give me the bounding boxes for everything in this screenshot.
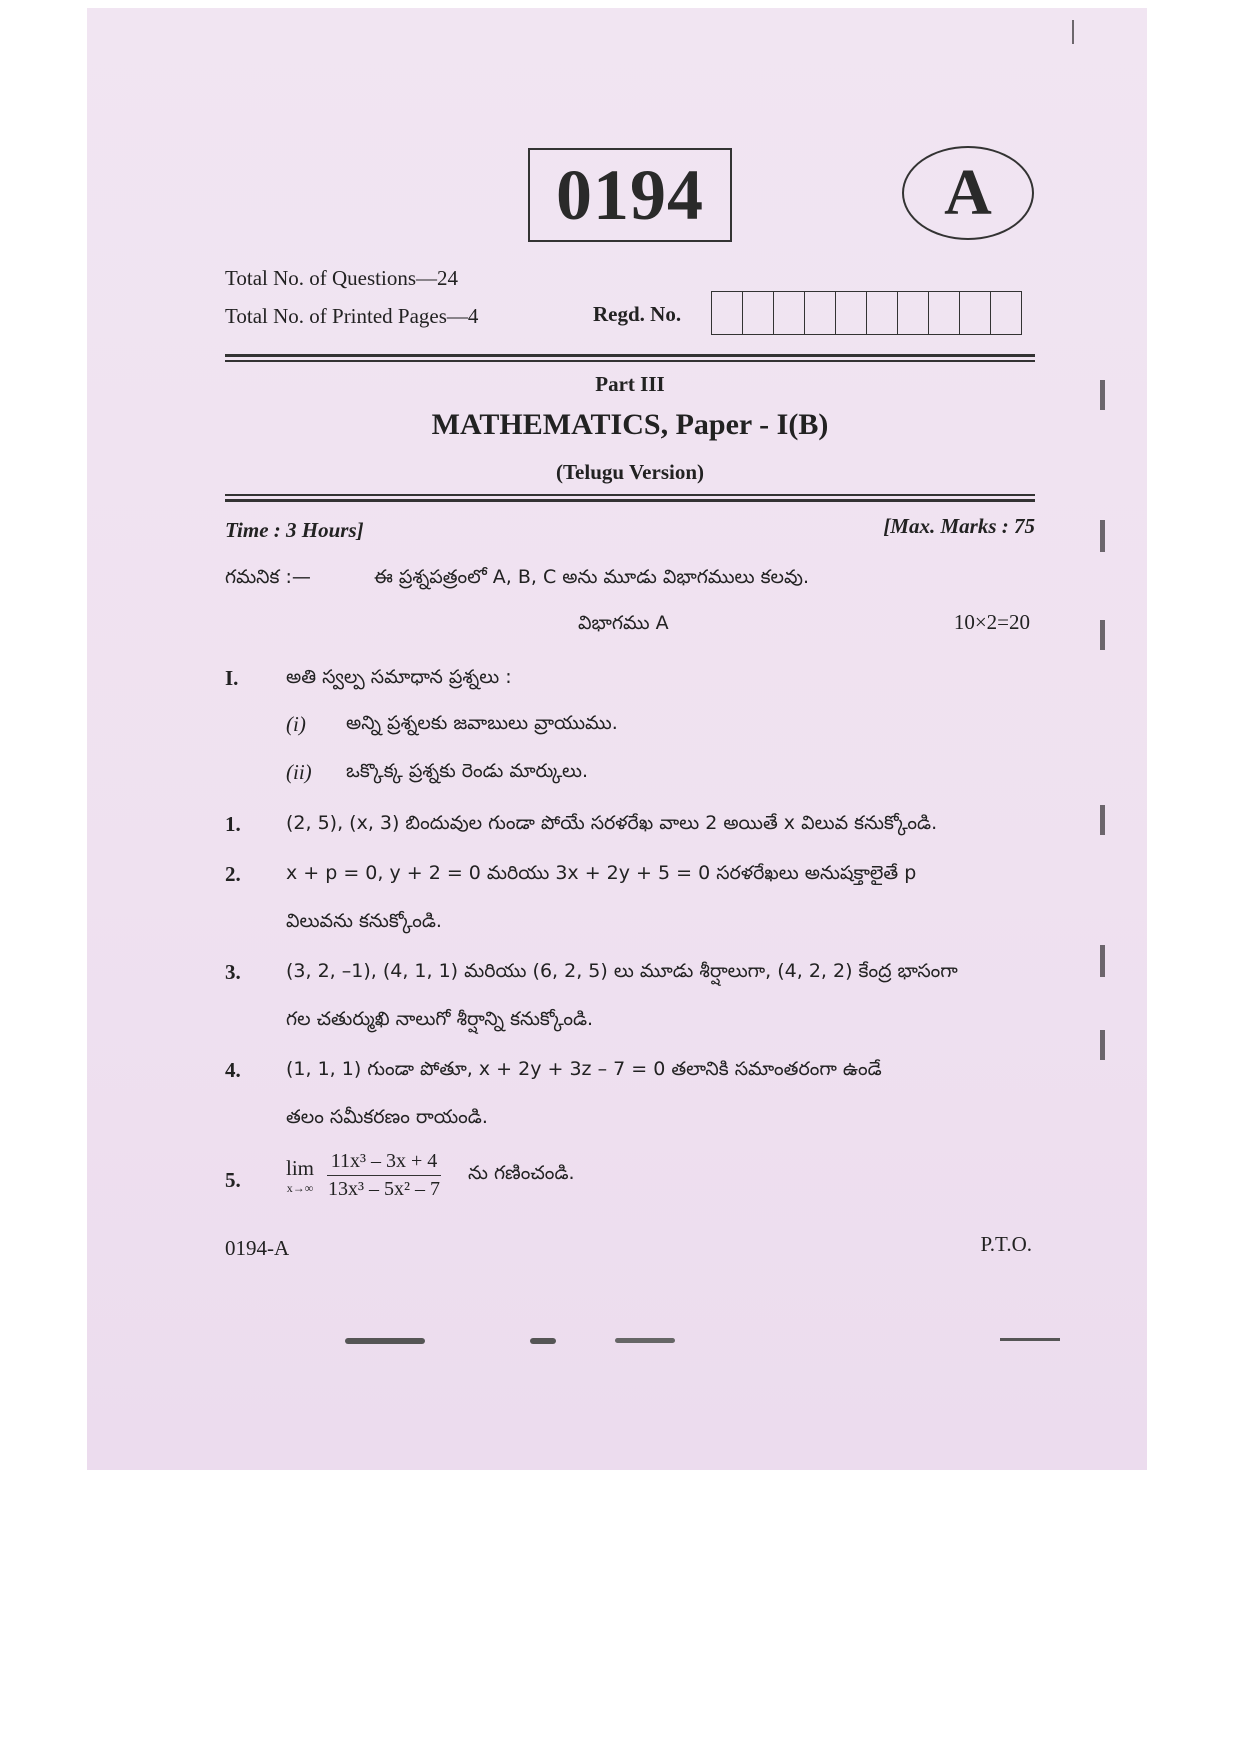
time-label: Time : 3 Hours]: [225, 518, 364, 542]
question-text: (2, 5), (x, 3) బిందువుల గుండా పోయే సరళరేఖ వాలు 2 అయితే x విలువ కనుక్కోండి.: [286, 812, 938, 834]
question-number: 3.: [225, 960, 241, 984]
series-letter: A: [944, 156, 992, 229]
scan-mark: [1072, 20, 1074, 44]
total-pages: Total No. of Printed Pages—4: [225, 304, 479, 328]
scan-smudge: [530, 1338, 556, 1344]
limit-expression: [286, 1150, 575, 1201]
instruction-number: (i): [286, 712, 306, 736]
subject-title: MATHEMATICS, Paper - I(B): [431, 408, 829, 441]
question-text: (3, 2, –1), (4, 1, 1) మరియు (6, 2, 5) లు మూడు శీర్షాలుగా, (4, 2, 2) కేంద్ర భాసంగా: [286, 960, 958, 982]
instruction-number: (ii): [286, 760, 312, 784]
scan-smudge: [615, 1338, 675, 1343]
section-heading: అతి స్వల్ప సమాధాన ప్రశ్నలు :: [286, 666, 512, 688]
question-text: x + p = 0, y + 2 = 0 మరియు 3x + 2y + 5 = 0 సరళరేఖలు అనుషక్తాలైతే p: [286, 862, 917, 884]
question-text-cont: గల చతుర్ముఖి నాలుగో శీర్షాన్ని కనుక్కోండి.: [286, 1008, 594, 1030]
question-number: 1.: [225, 812, 241, 836]
instruction-text: ఒక్కొక్క ప్రశ్నకు రెండు మార్కులు.: [346, 760, 589, 782]
limit-operator: lim x→∞: [286, 1155, 315, 1195]
scan-smudge: [345, 1338, 425, 1344]
divider: [225, 360, 1035, 362]
part-label: Part III: [595, 372, 665, 396]
section-marks: 10×2=20: [953, 610, 1030, 634]
numerator: 11x³ – 3x + 4: [327, 1150, 442, 1176]
regd-label: Regd. No.: [593, 302, 682, 326]
question-number: 5.: [225, 1168, 241, 1192]
question-text: ను గణించండి.: [468, 1162, 575, 1184]
scan-smudge: [1000, 1338, 1060, 1341]
footer-code: 0194-A: [225, 1236, 290, 1260]
note-text: ఈ ప్రశ్నపత్రంలో A, B, C అను మూడు విభాగములు కలవు.: [374, 566, 810, 588]
question-text-cont: విలువను కనుక్కోండి.: [286, 910, 442, 932]
note-label: గమనిక :—: [225, 566, 311, 588]
question-number: 2.: [225, 862, 241, 886]
max-marks: [Max. Marks : 75: [883, 514, 1035, 538]
question-text-cont: తలం సమీకరణం రాయండి.: [286, 1106, 488, 1128]
scan-mark: [1100, 520, 1105, 552]
scan-mark: [1100, 805, 1105, 835]
version-label: (Telugu Version): [555, 460, 704, 484]
denominator: 13x³ – 5x² – 7: [328, 1178, 441, 1200]
question-text: (1, 1, 1) గుండా పోతూ, x + 2y + 3z – 7 = 0 తలానికి సమాంతరంగా ఉండే: [286, 1058, 882, 1080]
scan-mark: [1100, 620, 1105, 650]
paper-code: 0194: [556, 154, 704, 235]
total-questions: Total No. of Questions—24: [225, 266, 459, 290]
divider: [225, 354, 1035, 357]
series-badge: [902, 146, 1034, 240]
divider: [225, 494, 1035, 496]
regd-number-boxes[interactable]: [711, 291, 1022, 335]
section-title: విభాగము A: [578, 612, 669, 634]
paper-code-box: [528, 148, 732, 242]
divider: [225, 499, 1035, 502]
scan-mark: [1100, 380, 1105, 410]
scan-mark: [1100, 1030, 1105, 1060]
instruction-text: అన్ని ప్రశ్నలకు జవాబులు వ్రాయుము.: [346, 712, 618, 734]
question-number: 4.: [225, 1058, 241, 1082]
scan-mark: [1100, 945, 1105, 977]
limit-fraction: [324, 1150, 444, 1201]
pto-label: P.T.O.: [980, 1232, 1032, 1256]
section-roman: I.: [225, 666, 239, 690]
